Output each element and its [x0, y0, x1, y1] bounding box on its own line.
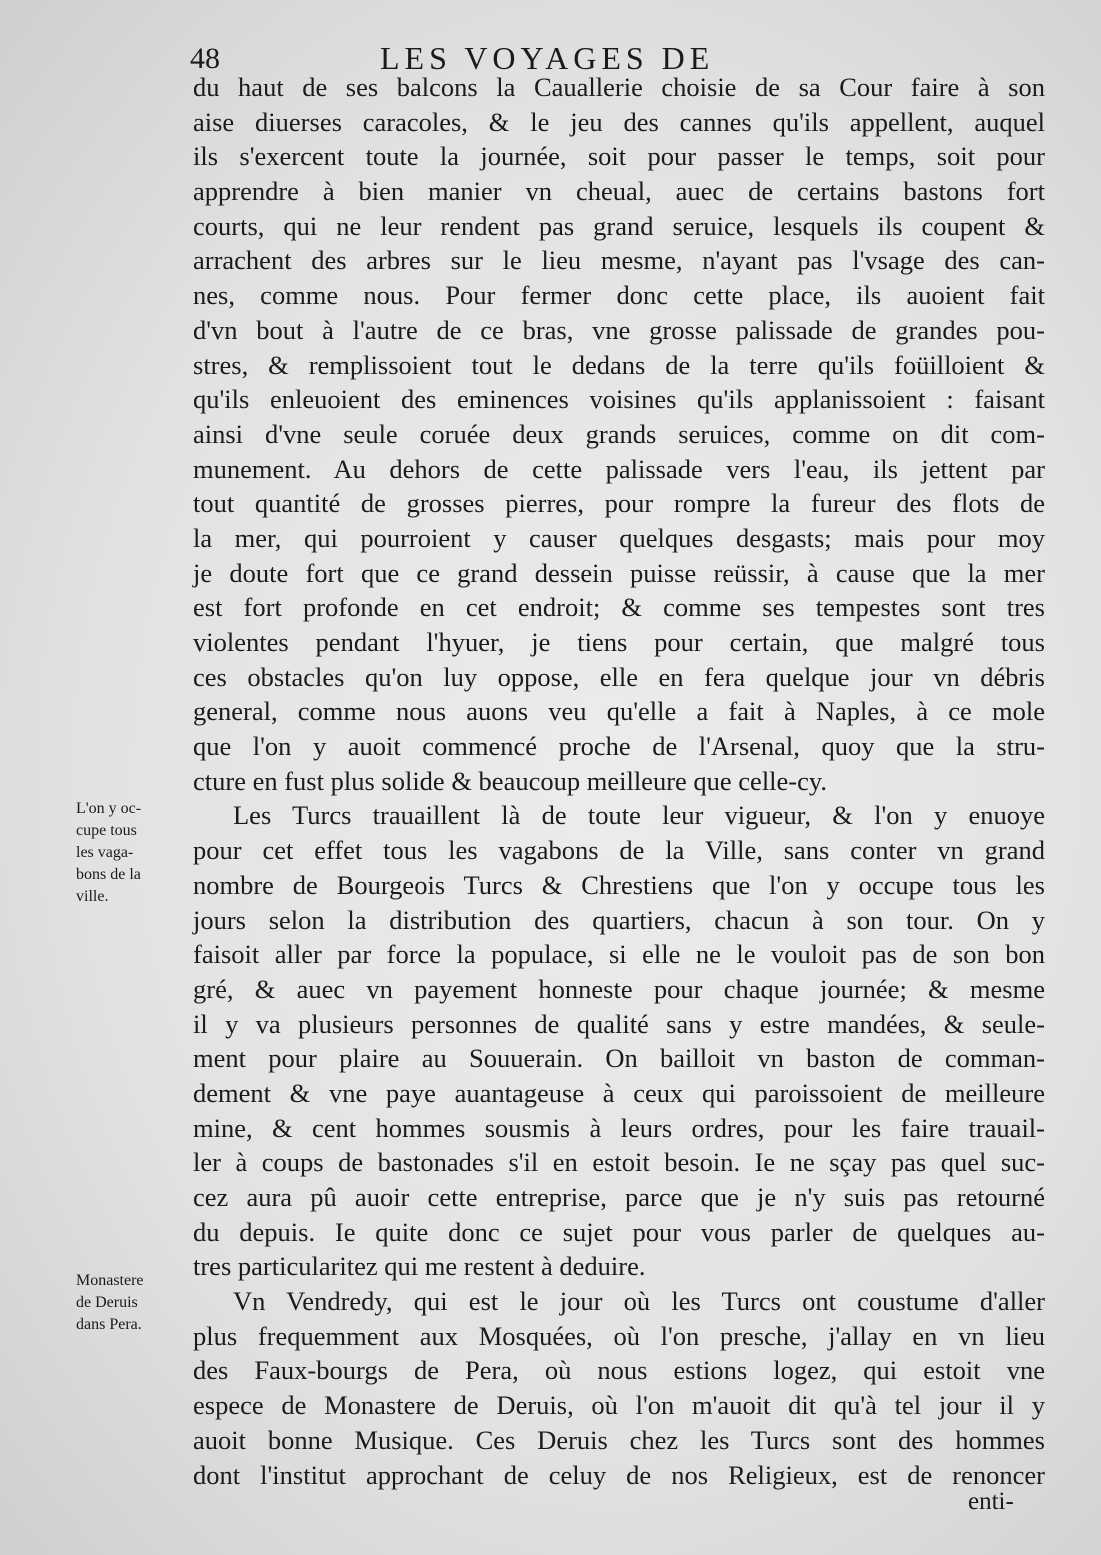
text-line: tout quantité de grosses pierres, pour rompre la fureur des flots de: [193, 488, 1045, 519]
marginal-note-line: les vaga-: [76, 844, 134, 861]
text-line: apprendre à bien manier vn cheual, auec de certains bastons fort: [193, 176, 1045, 207]
text-line: mine, & cent hommes sousmis à leurs ordres, pour les faire trauail-: [193, 1112, 1045, 1143]
text-line: gré, & auec vn payement honneste pour chaque journée; & mesme: [193, 973, 1045, 1004]
text-line: des Faux-bourgs de Pera, où nous estions logez, qui estoit vne: [193, 1355, 1045, 1386]
text-line: ment pour plaire au Souuerain. On bailloit vn baston de comman-: [193, 1043, 1045, 1074]
text-line: du haut de ses balcons la Cauallerie choisie de sa Cour faire à son: [193, 72, 1045, 102]
text-line: ces obstacles qu'on luy oppose, elle en fera quelque jour vn débris: [193, 661, 1045, 692]
text-line: espece de Monastere de Deruis, où l'on m'auoit dit qu'à tel jour il y: [193, 1390, 1045, 1421]
text-line: plus frequemment aux Mosquées, où l'on presche, j'allay en vn lieu: [193, 1320, 1045, 1351]
text-line: nes, comme nous. Pour fermer donc cette place, ils auoient fait: [193, 280, 1045, 311]
text-line: arrachent des arbres sur le lieu mesme, n'ayant pas l'vsage des can-: [193, 245, 1045, 276]
text-line: je doute fort que ce grand dessein puisse reüssir, à cause que la mer: [193, 557, 1045, 588]
text-line: dont l'institut approchant de celuy de nos Religieux, est de renoncer: [193, 1459, 1045, 1490]
text-line: il y va plusieurs personnes de qualité sans y estre mandées, & seule-: [193, 1008, 1045, 1039]
text-line: munement. Au dehors de cette palissade vers l'eau, ils jettent par: [193, 453, 1045, 484]
text-line: jours selon la distribution des quartiers, chacun à son tour. On y: [193, 904, 1045, 935]
body-text: [193, 70, 1045, 1492]
text-line: est fort profonde en cet endroit; & comme ses tempestes sont tres: [193, 592, 1045, 623]
text-line: Les Turcs trauaillent là de toute leur vigueur, & l'on y enuoye: [233, 800, 1045, 831]
text-line: aise diuerses caracoles, & le jeu des cannes qu'ils appellent, auquel: [193, 106, 1045, 137]
text-line: stres, & remplissoient tout le dedans de la terre qu'ils foüilloient &: [193, 349, 1045, 380]
text-line: dement & vne paye auantageuse à ceux qui paroissoient de meilleure: [193, 1077, 1045, 1108]
text-line: cture en fust plus solide & beaucoup meilleure que celle-cy.: [193, 765, 828, 796]
marginal-note-line: dans Pera.: [76, 1316, 142, 1333]
text-line: auoit bonne Musique. Ces Deruis chez les Turcs sont des hommes: [193, 1424, 1045, 1455]
text-line: courts, qui ne leur rendent pas grand seruice, lesquels ils coupent &: [193, 210, 1045, 241]
text-line: qu'ils enleuoient des eminences voisines qu'ils applanissoient : faisant: [193, 384, 1045, 415]
marginal-note-line: Monastere: [76, 1272, 144, 1289]
marginal-note-line: bons de la: [76, 866, 141, 883]
marginal-note-line: de Deruis: [76, 1294, 138, 1311]
text-line: tres particularitez qui me restent à deduire.: [193, 1251, 646, 1282]
marginal-note-line: ville.: [76, 888, 109, 905]
text-line: ainsi d'vne seule coruée deux grands seruices, comme on dit com-: [193, 418, 1045, 449]
text-line: nombre de Bourgeois Turcs & Chrestiens que l'on y occupe tous les: [193, 869, 1045, 900]
text-line: la mer, qui pourroient y causer quelques desgasts; mais pour moy: [193, 522, 1045, 553]
text-line: general, comme nous auons veu qu'elle a fait à Naples, à ce mole: [193, 696, 1045, 727]
page-number: 48: [190, 42, 220, 75]
text-line: d'vn bout à l'autre de ce bras, vne grosse palissade de grandes pou-: [193, 314, 1045, 345]
text-line: du depuis. Ie quite donc ce sujet pour vous parler de quelques au-: [193, 1216, 1045, 1247]
text-line: pour cet effet tous les vagabons de la Ville, sans conter vn grand: [193, 835, 1045, 866]
marginal-note-vagabonds: [76, 798, 141, 908]
catchword: enti-: [968, 1488, 1014, 1515]
text-line: faisoit aller par force la populace, si elle ne le vouloit pas de son bon: [193, 939, 1045, 970]
marginal-note-line: L'on y oc-: [76, 800, 142, 817]
running-head: LES VOYAGES DE: [380, 40, 715, 76]
text-line: ler à coups de bastonades s'il en estoit besoin. Ie ne sçay pas quel suc-: [193, 1147, 1045, 1178]
marginal-note-line: cupe tous: [76, 822, 137, 839]
text-line: cez aura pû auoir cette entreprise, parce que je n'y suis pas retourné: [193, 1182, 1045, 1212]
text-line: ils s'exercent toute la journée, soit pour passer le temps, soit pour: [193, 141, 1045, 172]
text-line: Vn Vendredy, qui est le jour où les Turcs ont coustume d'aller: [233, 1286, 1045, 1317]
marginal-note-monastere: [76, 1270, 144, 1336]
text-line: que l'on y auoit commencé proche de l'Arsenal, quoy que la stru-: [193, 731, 1045, 762]
text-line: violentes pendant l'hyuer, je tiens pour certain, que malgré tous: [193, 627, 1045, 657]
